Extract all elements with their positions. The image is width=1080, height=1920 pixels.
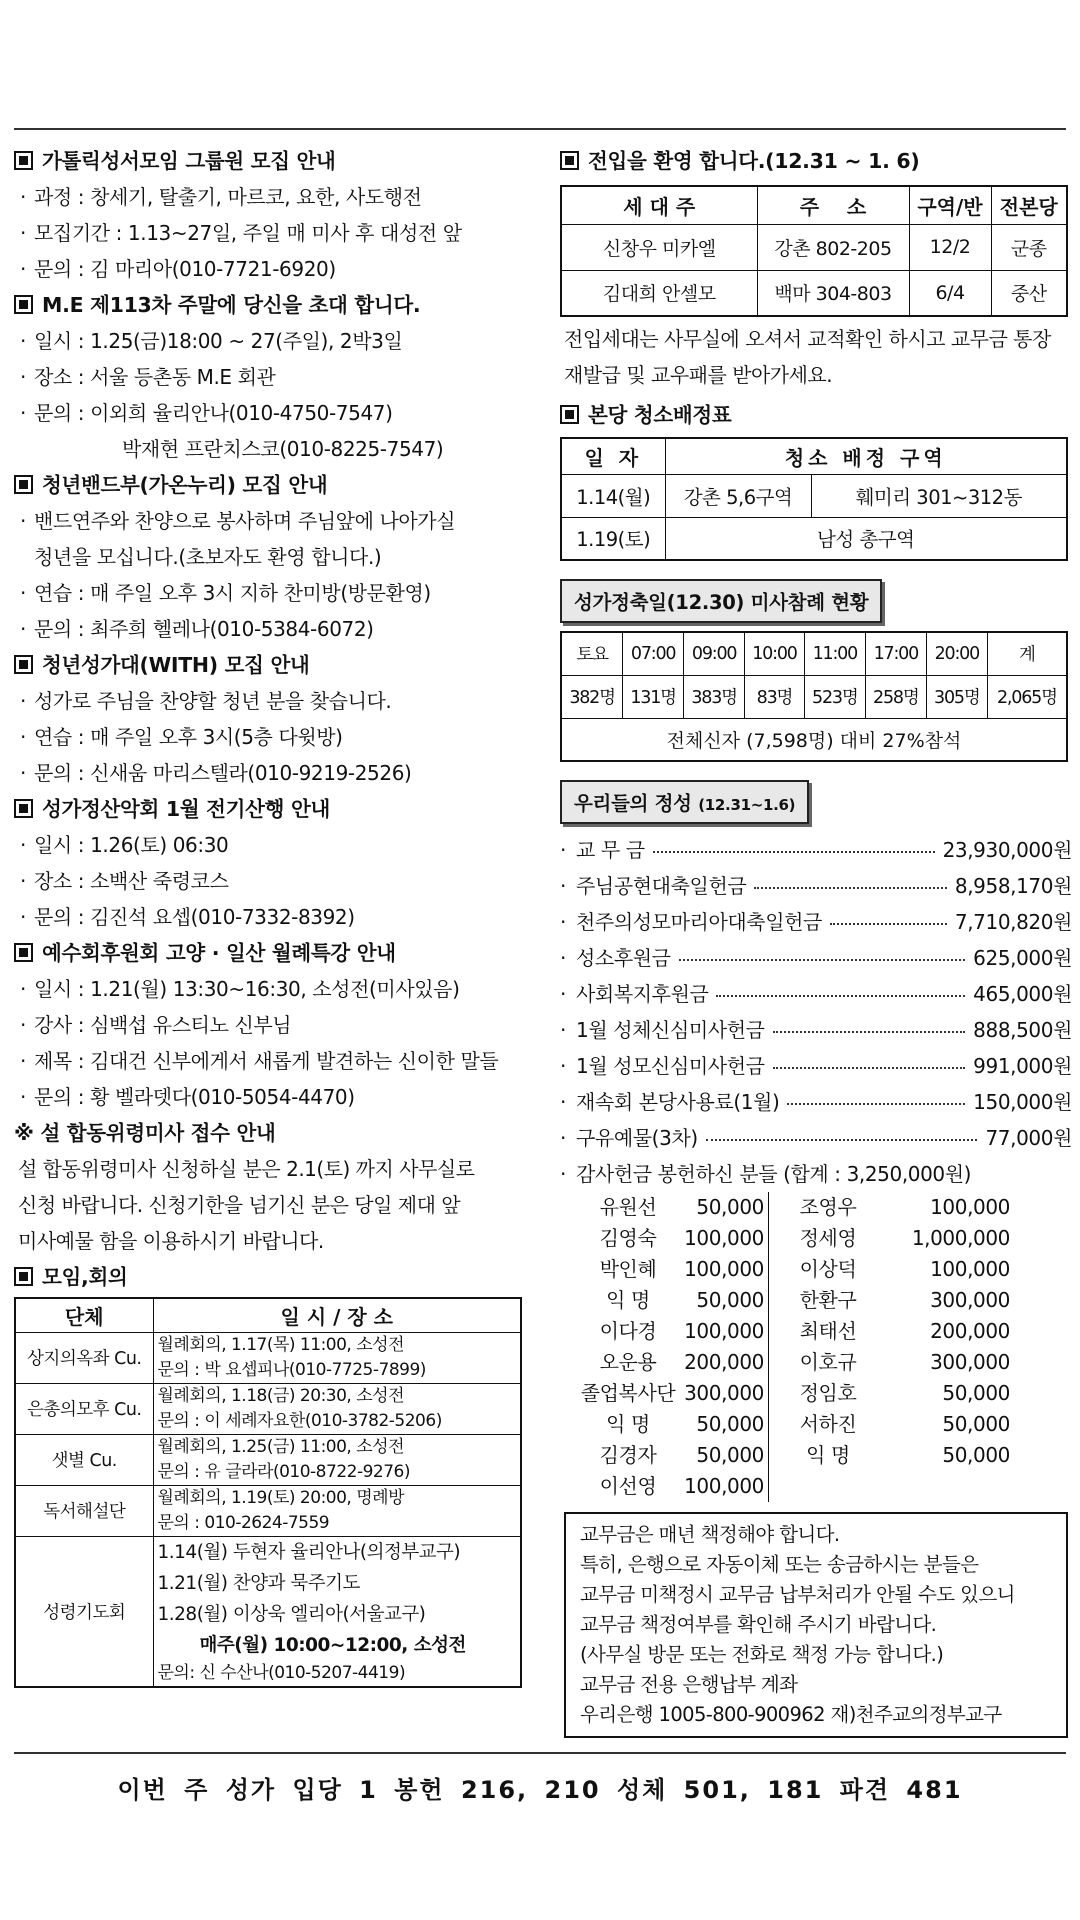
offering-label: 1월 성체신심미사헌금 <box>576 1018 765 1042</box>
offering-label: 천주의성모마리아대축일헌금 <box>576 910 822 934</box>
offering-row: · 천주의성모마리아대축일헌금 7,710,820원 <box>560 904 1072 940</box>
square-bullet-icon <box>560 405 579 424</box>
donor-amount <box>882 1471 1010 1502</box>
offering-row: · 주님공현대축일헌금 8,958,170원 <box>560 868 1072 904</box>
mass-attendance-heading: 성가정축일(12.30) 미사참례 현황 <box>560 579 882 623</box>
group-cell: 성령기도회 <box>15 1536 153 1687</box>
table-header: 일 시 / 장 소 <box>153 1298 521 1332</box>
info-line: · 문의 : 이외희 율리안나(010-4750-7547) <box>20 401 393 425</box>
info-line: · 문의 : 김 마리아(010-7721-6920) <box>20 257 336 281</box>
donor-name: 익 명 <box>606 1288 650 1312</box>
donor-amount: 100,000 <box>930 1195 1010 1219</box>
leader-dots <box>679 959 966 961</box>
donor-name <box>774 1471 882 1502</box>
section-title: ※ 설 합동위령미사 접수 안내 <box>14 1121 276 1145</box>
group-cell: 독서해설단 <box>15 1485 153 1536</box>
paragraph-line: 신청 바랍니다. 신청기한을 넘기신 분은 당일 제대 앞 <box>18 1193 461 1217</box>
section-title: 모임,회의 <box>14 1259 530 1295</box>
info-line: · 연습 : 매 주일 오후 3시(5층 다윗방) <box>20 725 343 749</box>
offering-row: · 사회복지후원금 465,000원 <box>560 976 1072 1012</box>
square-bullet-icon <box>560 151 579 170</box>
meeting-table <box>14 1297 522 1688</box>
thanks-heading: · 감사헌금 봉헌하신 분들 (합계 : 3,250,000원) <box>560 1162 972 1186</box>
table-header: 구역/반 <box>909 186 991 224</box>
donor-name: 이다경 <box>599 1319 657 1343</box>
offering-amount: 150,000원 <box>973 1090 1072 1114</box>
table-header: 단체 <box>15 1298 153 1332</box>
section-title: 본당 청소배정표 <box>560 397 1072 433</box>
offering-label: 성소후원금 <box>576 946 671 970</box>
donor-name: 박인혜 <box>599 1257 657 1281</box>
info-line: 청년을 모십니다.(초보자도 환영 합니다.) <box>34 545 382 569</box>
offering-list <box>560 832 1072 1156</box>
offering-row: · 재속회 본당사용료(1월) 150,000원 <box>560 1084 1072 1120</box>
donor-name: 정세영 <box>799 1226 857 1250</box>
donor-name: 조영우 <box>799 1195 857 1219</box>
offering-amount: 991,000원 <box>973 1054 1072 1078</box>
donor-name: 익 명 <box>806 1443 850 1467</box>
offering-amount: 465,000원 <box>973 982 1072 1006</box>
table-header: 일 자 <box>561 438 665 474</box>
info-line: · 일시 : 1.25(금)18:00 ~ 27(주일), 2박3일 <box>20 329 403 353</box>
donor-list <box>580 1192 1072 1502</box>
leader-dots <box>706 1139 978 1141</box>
table-row: 1.19(토) 남성 총구역 <box>561 517 1067 560</box>
square-bullet-icon <box>14 655 33 674</box>
donor-amount: 100,000 <box>684 1226 764 1250</box>
table-row <box>15 1485 521 1536</box>
bottom-rule <box>14 1752 1066 1754</box>
square-bullet-icon <box>14 475 33 494</box>
leader-dots <box>773 1067 966 1069</box>
paragraph-line: 전입세대는 사무실에 오셔서 교적확인 하시고 교무금 통장 <box>564 327 1051 351</box>
donor-amount: 100,000 <box>684 1319 764 1343</box>
donor-name: 유원선 <box>599 1195 657 1219</box>
donor-amount: 300,000 <box>684 1381 764 1405</box>
section-title: 청년밴드부(가온누리) 모집 안내 <box>14 467 530 503</box>
offering-row: · 1월 성모신심미사헌금 991,000원 <box>560 1048 1072 1084</box>
info-line: · 일시 : 1.21(월) 13:30~16:30, 소성전(미사있음) <box>20 977 460 1001</box>
section-title: 성가정산악회 1월 전기산행 안내 <box>14 791 530 827</box>
donor-name: 김영숙 <box>599 1226 657 1250</box>
offering-label: 사회복지후원금 <box>576 982 709 1006</box>
table-row: 1.14(월) 강촌 5,6구역 훼미리 301~312동 <box>561 474 1067 517</box>
donor-name: 서하진 <box>799 1412 857 1436</box>
paragraph-line: 미사예물 함을 이용하시기 바랍니다. <box>18 1229 324 1253</box>
info-line: 박재현 프란치스코(010-8225-7547) <box>122 437 444 461</box>
info-line: · 장소 : 소백산 죽령코스 <box>20 869 229 893</box>
square-bullet-icon <box>14 295 33 314</box>
info-line: · 문의 : 황 벨라뎃다(010-5054-4470) <box>20 1085 355 1109</box>
donor-amount: 50,000 <box>942 1412 1010 1436</box>
donor-name: 정임호 <box>799 1381 857 1405</box>
donor-name: 이선영 <box>599 1474 657 1498</box>
offering-label: 재속회 본당사용료(1월) <box>576 1090 780 1114</box>
leader-dots <box>830 923 947 925</box>
notice-box: 교무금은 매년 책정해야 합니다. 특히, 은행으로 자동이체 또는 송금하시는 분들은 교무금 미책정시 교무금 납부처리가 안될 수도 있으니 교무금 책정여부를 확인해 주시기 바랍니다. (사무실 방문 또는 전화로 책정 가능 합니다.) 교무금 전용 은행납부 계좌 우리은행 1005-800-900962 재)천주교의정부교구 <box>564 1512 1068 1738</box>
donor-name: 최태선 <box>799 1319 857 1343</box>
section-title: 가톨릭성서모임 그룹원 모집 안내 <box>14 143 530 179</box>
newcomer-table <box>560 185 1068 317</box>
paragraph-line: 재발급 및 교우패를 받아가세요. <box>564 363 833 387</box>
info-line: · 일시 : 1.26(토) 06:30 <box>20 833 229 857</box>
offering-row: · 교 무 금 23,930,000원 <box>560 832 1072 868</box>
info-line: · 과정 : 창세기, 탈출기, 마르코, 요한, 사도행전 <box>20 185 422 209</box>
offering-amount: 23,930,000원 <box>942 838 1072 862</box>
table-row <box>15 1536 521 1687</box>
offering-row: · 1월 성체신심미사헌금 888,500원 <box>560 1012 1072 1048</box>
table-row: 382명 131명 383명 83명 523명 258명 305명 2,065명 <box>561 675 1067 718</box>
section-title: M.E 제113차 주말에 당신을 초대 합니다. <box>14 287 530 323</box>
square-bullet-icon <box>14 799 33 818</box>
donor-name: 오운용 <box>599 1350 657 1374</box>
table-row <box>15 1383 521 1434</box>
section-title: 예수회후원회 고양 · 일산 월례특강 안내 <box>14 935 530 971</box>
donor-amount: 50,000 <box>696 1288 764 1312</box>
paragraph-line: 설 합동위령미사 신청하실 분은 2.1(토) 까지 사무실로 <box>18 1157 475 1181</box>
info-line: · 문의 : 김진석 요셉(010-7332-8392) <box>20 905 355 929</box>
leader-dots <box>787 1103 965 1105</box>
donor-amount: 300,000 <box>930 1350 1010 1374</box>
donor-amount: 100,000 <box>930 1257 1010 1281</box>
donor-amount: 50,000 <box>696 1195 764 1219</box>
cleaning-table <box>560 437 1068 561</box>
donor-name: 이호규 <box>799 1350 857 1374</box>
offering-row: · 성소후원금 625,000원 <box>560 940 1072 976</box>
leader-dots <box>716 995 965 997</box>
donor-amount: 300,000 <box>930 1288 1010 1312</box>
square-bullet-icon <box>14 1267 33 1286</box>
table-header: 주 소 <box>757 186 909 224</box>
table-row: 전체신자 (7,598명) 대비 27%참석 <box>561 718 1067 761</box>
table-row <box>15 1434 521 1485</box>
info-line: · 장소 : 서울 등촌동 M.E 회관 <box>20 365 276 389</box>
info-cell: 1.14(월) 두현자 율리안나(의정부교구) 1.21(월) 찬양과 묵주기도 1.28(월) 이상욱 엘리아(서울교구) 매주(월) 10:00~12:00, 소성전 문의: 신 수산나(010-5207-4419) <box>153 1536 521 1687</box>
info-line: · 모집기간 : 1.13~27일, 주일 매 미사 후 대성전 앞 <box>20 221 462 245</box>
donor-amount: 50,000 <box>696 1443 764 1467</box>
donor-amount: 1,000,000 <box>911 1226 1010 1250</box>
leader-dots <box>754 887 947 889</box>
square-bullet-icon <box>14 151 33 170</box>
section-title: 청년성가대(WITH) 모집 안내 <box>14 647 530 683</box>
section-title: 전입을 환영 합니다.(12.31 ~ 1. 6) <box>560 143 1072 179</box>
offering-amount: 625,000원 <box>973 946 1072 970</box>
offering-label: 주님공현대축일헌금 <box>576 874 747 898</box>
mass-attendance-table <box>560 631 1068 762</box>
offering-amount: 888,500원 <box>973 1018 1072 1042</box>
info-line: · 문의 : 최주희 헬레나(010-5384-6072) <box>20 617 374 641</box>
offering-amount: 77,000원 <box>985 1126 1072 1150</box>
info-cell: 월례회의, 1.17(목) 11:00, 소성전 문의 : 박 요셉피나(010-7725-7899) <box>153 1332 521 1383</box>
info-cell: 월례회의, 1.25(금) 11:00, 소성전 문의 : 유 글라라(010-8722-9276) <box>153 1434 521 1485</box>
donor-amount: 200,000 <box>930 1319 1010 1343</box>
table-header: 세 대 주 <box>561 186 757 224</box>
donor-name: 이상덕 <box>799 1257 857 1281</box>
info-line: · 성가로 주님을 찬양할 청년 분을 찾습니다. <box>20 689 392 713</box>
table-row <box>15 1332 521 1383</box>
donor-name: 김경자 <box>599 1443 657 1467</box>
table-header: 청소 배정 구역 <box>665 438 1067 474</box>
donor-amount: 200,000 <box>684 1350 764 1374</box>
donor-amount: 100,000 <box>684 1257 764 1281</box>
info-line: · 제목 : 김대건 신부에게서 새롭게 발견하는 신이한 말들 <box>20 1049 499 1073</box>
offering-amount: 8,958,170원 <box>954 874 1072 898</box>
table-row: 김대희 안셀모 백마 304-803 6/4 중산 <box>561 270 1067 316</box>
hymn-footer: 이번 주 성가 입당 1 봉헌 216, 210 성체 501, 181 파견 481 <box>117 1776 963 1804</box>
donor-name: 익 명 <box>606 1412 650 1436</box>
offering-label: 교 무 금 <box>576 838 645 862</box>
donor-amount: 50,000 <box>942 1381 1010 1405</box>
square-bullet-icon <box>14 943 33 962</box>
top-rule <box>14 128 1066 130</box>
info-line: · 연습 : 매 주일 오후 3시 지하 찬미방(방문환영) <box>20 581 431 605</box>
info-line: · 밴드연주와 찬양으로 봉사하며 주님앞에 나아가실 <box>20 509 456 533</box>
offering-label: 구유예물(3차) <box>576 1126 698 1150</box>
left-column <box>14 143 530 1688</box>
leader-dots <box>773 1031 966 1033</box>
offering-row: · 구유예물(3차) 77,000원 <box>560 1120 1072 1156</box>
info-line: · 문의 : 신새움 마리스텔라(010-9219-2526) <box>20 761 412 785</box>
group-cell: 상지의옥좌 Cu. <box>15 1332 153 1383</box>
group-cell: 은총의모후 Cu. <box>15 1383 153 1434</box>
right-column <box>560 143 1072 1738</box>
donor-amount: 100,000 <box>684 1474 764 1498</box>
info-cell: 월례회의, 1.19(토) 20:00, 명례방 문의 : 010-2624-7559 <box>153 1485 521 1536</box>
leader-dots <box>653 851 935 853</box>
donor-name: 졸업복사단 <box>580 1381 676 1405</box>
info-cell: 월례회의, 1.18(금) 20:30, 소성전 문의 : 이 세례자요한(010-3782-5206) <box>153 1383 521 1434</box>
table-header: 전본당 <box>991 186 1067 224</box>
donor-amount: 50,000 <box>696 1412 764 1436</box>
offering-amount: 7,710,820원 <box>954 910 1072 934</box>
info-line: · 강사 : 심백섭 유스티노 신부님 <box>20 1013 292 1037</box>
table-row: 토요 07:00 09:00 10:00 11:00 17:00 20:00 계 <box>561 632 1067 675</box>
donor-name: 한환구 <box>799 1288 857 1312</box>
table-row: 신창우 미카엘 강촌 802-205 12/2 군종 <box>561 224 1067 270</box>
group-cell: 샛별 Cu. <box>15 1434 153 1485</box>
donor-amount: 50,000 <box>942 1443 1010 1467</box>
offering-label: 1월 성모신심미사헌금 <box>576 1054 765 1078</box>
offering-heading: 우리들의 정성 (12.31~1.6) <box>560 780 809 824</box>
